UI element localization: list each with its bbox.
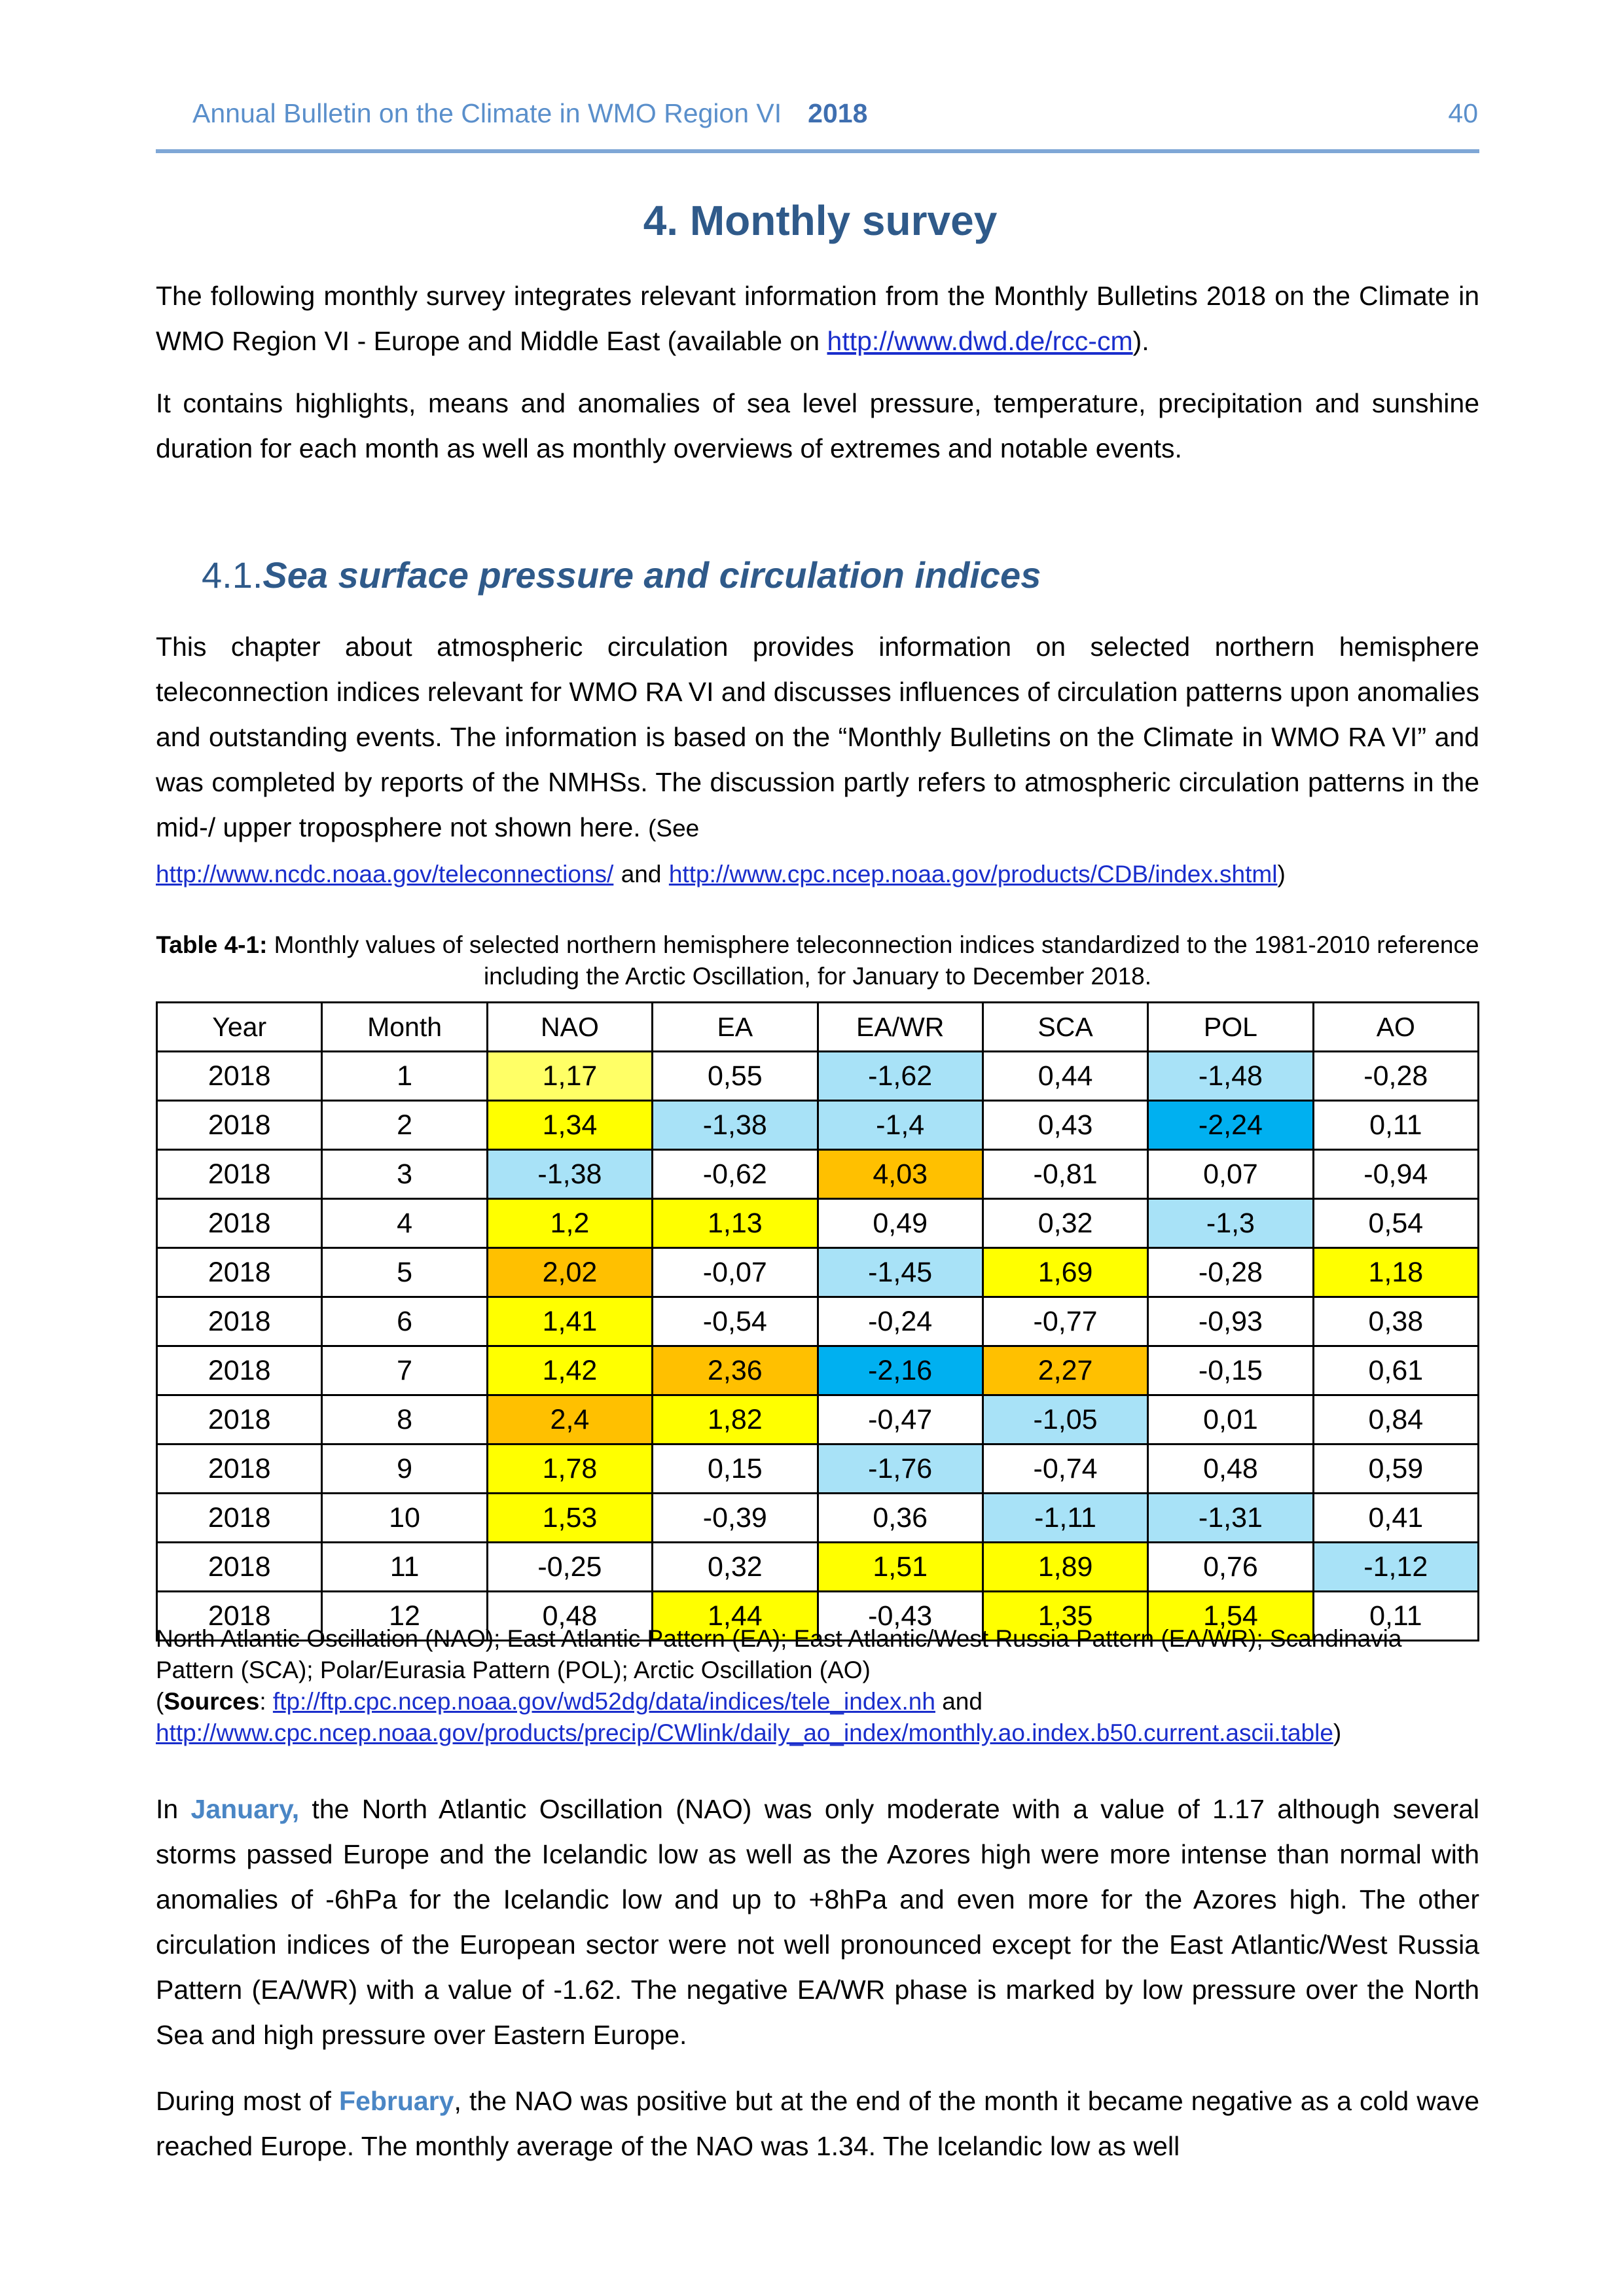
month-january: January,	[190, 1794, 300, 1824]
table-row	[157, 1444, 1479, 1494]
index-value-cell: -0,39	[653, 1494, 818, 1543]
year-cell: 2018	[157, 1199, 322, 1248]
index-value-cell: 2,27	[983, 1346, 1147, 1395]
index-value-cell: 0,61	[1313, 1346, 1478, 1395]
ao-index-table-link[interactable]: http://www.cpc.ncep.noaa.gov/products/precip/CWlink/daily_ao_index/monthly.ao.index.b50.current.ascii.table	[156, 1719, 1333, 1746]
index-value-cell: 1,44	[653, 1592, 818, 1641]
index-value-cell: 0,84	[1313, 1395, 1478, 1444]
index-value-cell: -0,07	[653, 1248, 818, 1297]
index-value-cell: 0,32	[653, 1543, 818, 1592]
index-value-cell: -1,3	[1148, 1199, 1313, 1248]
running-header	[156, 93, 1479, 153]
index-value-cell: 1,54	[1148, 1592, 1313, 1641]
index-value-cell: 1,13	[653, 1199, 818, 1248]
index-value-cell: -1,12	[1313, 1543, 1478, 1592]
index-value-cell: -0,81	[983, 1150, 1147, 1199]
index-value-cell: -0,54	[653, 1297, 818, 1346]
index-value-cell: 1,18	[1313, 1248, 1478, 1297]
tele-index-ftp-link[interactable]: ftp://ftp.cpc.ncep.noaa.gov/wd52dg/data/indices/tele_index.nh	[272, 1688, 935, 1715]
index-value-cell: -1,38	[653, 1101, 818, 1150]
year-cell: 2018	[157, 1592, 322, 1641]
index-value-cell: -1,31	[1148, 1494, 1313, 1543]
index-value-cell: 1,34	[487, 1101, 652, 1150]
month-february: February	[339, 2086, 454, 2116]
year-cell: 2018	[157, 1494, 322, 1543]
index-value-cell: -0,93	[1148, 1297, 1313, 1346]
index-value-cell: 0,59	[1313, 1444, 1478, 1494]
table-row	[157, 1052, 1479, 1101]
header-title: Annual Bulletin on the Climate in WMO Region VI 2018	[192, 98, 868, 128]
abbreviations-note: North Atlantic Oscillation (NAO); East Atlantic Pattern (EA); East Atlantic/West Russia Pattern (EA/WR); Scandinavia Pattern (SCA); Polar/Eurasia Pattern (POL); Arctic Oscillation (AO)	[156, 1625, 1402, 1683]
teleconnection-indices-table	[156, 1001, 1479, 1641]
month-cell: 8	[322, 1395, 487, 1444]
year-cell: 2018	[157, 1150, 322, 1199]
month-cell: 1	[322, 1052, 487, 1101]
february-paragraph: During most of February, the NAO was positive but at the end of the month it became negative as a cold wave reached Europe. The monthly average of the NAO was 1.34. The Icelandic low as well	[156, 2086, 1479, 2161]
index-value-cell: 0,48	[487, 1592, 652, 1641]
index-value-cell: -2,24	[1148, 1101, 1313, 1150]
index-value-cell: 0,11	[1313, 1592, 1478, 1641]
table-row	[157, 1494, 1479, 1543]
index-value-cell: -1,11	[983, 1494, 1147, 1543]
year-cell: 2018	[157, 1248, 322, 1297]
index-value-cell: 1,51	[818, 1543, 983, 1592]
year-cell: 2018	[157, 1395, 322, 1444]
month-cell: 7	[322, 1346, 487, 1395]
month-cell: 2	[322, 1101, 487, 1150]
page-number: 40	[1448, 98, 1478, 128]
month-cell: 5	[322, 1248, 487, 1297]
column-header: NAO	[487, 1003, 652, 1052]
table-header-row	[157, 1003, 1479, 1052]
index-value-cell: 0,76	[1148, 1543, 1313, 1592]
index-value-cell: -1,76	[818, 1444, 983, 1494]
index-value-cell: 0,49	[818, 1199, 983, 1248]
table-row	[157, 1346, 1479, 1395]
table-row	[157, 1248, 1479, 1297]
index-value-cell: -0,94	[1313, 1150, 1478, 1199]
index-value-cell: 1,78	[487, 1444, 652, 1494]
ncdc-teleconnections-link[interactable]: http://www.ncdc.noaa.gov/teleconnections/	[156, 861, 614, 888]
month-cell: 4	[322, 1199, 487, 1248]
index-value-cell: -1,62	[818, 1052, 983, 1101]
rcc-cm-link[interactable]: http://www.dwd.de/rcc-cm	[827, 326, 1133, 356]
table-caption: Table 4-1: Monthly values of selected northern hemisphere teleconnection indices standardized to the 1981-2010 reference including the Arctic Oscillation, for January to December 2018.	[156, 931, 1479, 990]
january-paragraph: In January, the North Atlantic Oscillation (NAO) was only moderate with a value of 1.17 although several storms passed Europe and the Icelandic low as well as the Azores high were more intense than normal with anomalies of -6hPa for the Icelandic low and up to +8hPa and even more for the Azores high. The other circulation indices of the European sector were not well pronounced except for the East Atlantic/West Russia Pattern (EA/WR) with a value of -1.62. The negative EA/WR phase is marked by low pressure over the North Sea and high pressure over Eastern Europe.	[156, 1794, 1480, 2050]
index-value-cell: 0,32	[983, 1199, 1147, 1248]
index-value-cell: -1,4	[818, 1101, 983, 1150]
month-cell: 11	[322, 1543, 487, 1592]
index-value-cell: -0,25	[487, 1543, 652, 1592]
month-cell: 12	[322, 1592, 487, 1641]
index-value-cell: 1,89	[983, 1543, 1147, 1592]
index-value-cell: -1,45	[818, 1248, 983, 1297]
index-value-cell: 1,53	[487, 1494, 652, 1543]
index-value-cell: 0,01	[1148, 1395, 1313, 1444]
table-row	[157, 1101, 1479, 1150]
chapter-paragraph: This chapter about atmospheric circulation provides information on selected northern hemisphere teleconnection indices relevant for WMO RA VI and discusses influences of circulation patterns upon anomalies and outstanding events. The information is based on the “Monthly Bulletins on the Climate in WMO RA VI” and was completed by reports of the NMHSs. The discussion partly refers to atmospheric circulation patterns in the mid-/ upper troposphere not shown here. (See http://www.ncdc.noaa.gov/teleconnections/ and http://www.cpc.ncep.noaa.gov/products/CDB/index.shtml)	[156, 632, 1479, 888]
column-header: SCA	[983, 1003, 1147, 1052]
column-header: EA	[653, 1003, 818, 1052]
index-value-cell: 1,69	[983, 1248, 1147, 1297]
table-row	[157, 1543, 1479, 1592]
sources-note: (Sources: ftp://ftp.cpc.ncep.noaa.gov/wd52dg/data/indices/tele_index.nh and http://www.cpc.ncep.noaa.gov/products/precip/CWlink/daily_ao_index/monthly.ao.index.b50.current.ascii.table)	[156, 1688, 1342, 1746]
index-value-cell: 1,2	[487, 1199, 652, 1248]
table-row	[157, 1297, 1479, 1346]
subsection-title: 4.1.Sea surface pressure and circulation indices	[202, 554, 1041, 596]
index-value-cell: 0,15	[653, 1444, 818, 1494]
column-header: EA/WR	[818, 1003, 983, 1052]
index-value-cell: 0,44	[983, 1052, 1147, 1101]
index-value-cell: -2,16	[818, 1346, 983, 1395]
table-row	[157, 1150, 1479, 1199]
section-title: 4. Monthly survey	[643, 197, 998, 244]
column-header: Year	[157, 1003, 322, 1052]
index-value-cell: 4,03	[818, 1150, 983, 1199]
year-cell: 2018	[157, 1297, 322, 1346]
index-value-cell: 1,42	[487, 1346, 652, 1395]
index-value-cell: 0,43	[983, 1101, 1147, 1150]
column-header: POL	[1148, 1003, 1313, 1052]
index-value-cell: 1,17	[487, 1052, 652, 1101]
column-header: AO	[1313, 1003, 1478, 1052]
index-value-cell: 0,55	[653, 1052, 818, 1101]
header-year: 2018	[808, 98, 868, 128]
index-value-cell: 1,82	[653, 1395, 818, 1444]
table-body	[157, 1052, 1479, 1641]
index-value-cell: -0,47	[818, 1395, 983, 1444]
index-value-cell: 1,35	[983, 1592, 1147, 1641]
year-cell: 2018	[157, 1052, 322, 1101]
index-value-cell: 0,36	[818, 1494, 983, 1543]
index-value-cell: 0,11	[1313, 1101, 1478, 1150]
table-row	[157, 1199, 1479, 1248]
index-value-cell: -1,05	[983, 1395, 1147, 1444]
index-value-cell: -1,48	[1148, 1052, 1313, 1101]
index-value-cell: -0,43	[818, 1592, 983, 1641]
index-value-cell: -0,77	[983, 1297, 1147, 1346]
index-value-cell: -0,74	[983, 1444, 1147, 1494]
index-value-cell: 1,41	[487, 1297, 652, 1346]
index-value-cell: 2,36	[653, 1346, 818, 1395]
year-cell: 2018	[157, 1101, 322, 1150]
column-header: Month	[322, 1003, 487, 1052]
index-value-cell: -1,38	[487, 1150, 652, 1199]
year-cell: 2018	[157, 1543, 322, 1592]
index-value-cell: 0,07	[1148, 1150, 1313, 1199]
index-value-cell: 2,4	[487, 1395, 652, 1444]
index-value-cell: 2,02	[487, 1248, 652, 1297]
month-cell: 6	[322, 1297, 487, 1346]
intro-paragraph-1: The following monthly survey integrates relevant information from the Monthly Bulletins 2018 on the Climate in WMO Region VI - Europe and Middle East (available on http://www.dwd.de/rcc-cm).	[156, 281, 1479, 356]
month-cell: 9	[322, 1444, 487, 1494]
month-cell: 3	[322, 1150, 487, 1199]
cpc-cdb-link[interactable]: http://www.cpc.ncep.noaa.gov/products/CDB/index.shtml	[668, 861, 1278, 888]
index-value-cell: 0,48	[1148, 1444, 1313, 1494]
table-row	[157, 1395, 1479, 1444]
intro-paragraph-2: It contains highlights, means and anomalies of sea level pressure, temperature, precipitation and sunshine duration for each month as well as monthly overviews of extremes and notable events.	[156, 388, 1479, 463]
table-notes	[156, 1623, 1479, 1749]
year-cell: 2018	[157, 1444, 322, 1494]
year-cell: 2018	[157, 1346, 322, 1395]
index-value-cell: -0,28	[1148, 1248, 1313, 1297]
index-value-cell: 0,38	[1313, 1297, 1478, 1346]
index-value-cell: -0,15	[1148, 1346, 1313, 1395]
index-value-cell: -0,24	[818, 1297, 983, 1346]
index-value-cell: -0,28	[1313, 1052, 1478, 1101]
index-value-cell: 0,54	[1313, 1199, 1478, 1248]
month-cell: 10	[322, 1494, 487, 1543]
index-value-cell: 0,41	[1313, 1494, 1478, 1543]
index-value-cell: -0,62	[653, 1150, 818, 1199]
